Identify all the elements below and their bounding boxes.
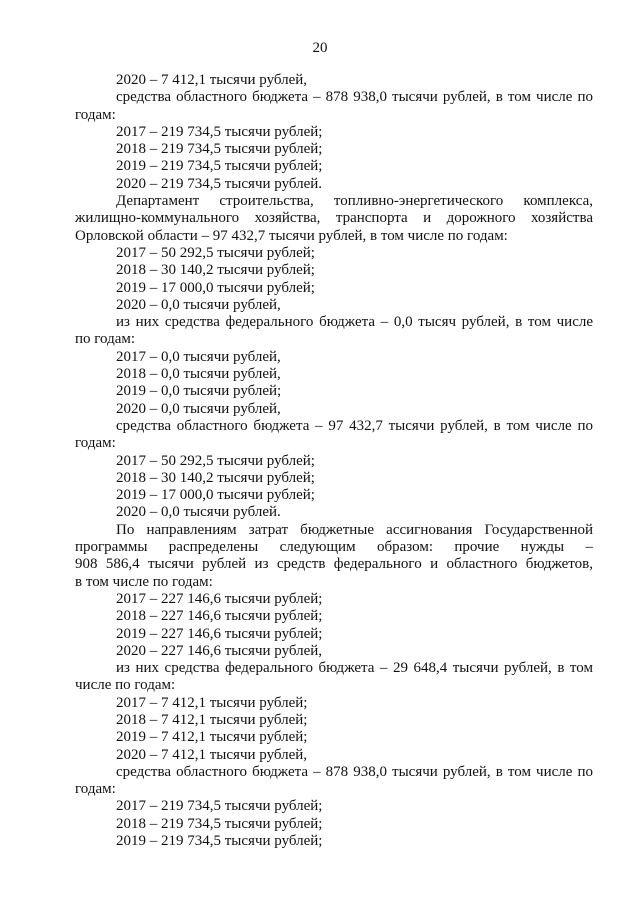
text-line: 2019 – 17 000,0 тысячи рублей;	[116, 279, 315, 296]
text-line: средства областного бюджета – 97 432,7 тысячи рублей, в том числе по	[116, 417, 593, 434]
text-line: жилищно-коммунального хозяйства, транспорта и дорожного хозяйства	[75, 210, 593, 227]
text-line: 2017 – 227 146,6 тысячи рублей;	[116, 590, 323, 607]
text-line: в том числе по годам:	[75, 573, 213, 590]
text-line: 2020 – 219 734,5 тысячи рублей.	[116, 175, 323, 192]
text-line: 2017 – 50 292,5 тысячи рублей;	[116, 452, 315, 469]
text-line: 2018 – 30 140,2 тысячи рублей;	[116, 262, 315, 279]
text-line: 2020 – 0,0 тысячи рублей,	[116, 296, 281, 313]
text-line: 2019 – 0,0 тысячи рублей;	[116, 383, 282, 400]
text-line: числе по годам:	[75, 677, 176, 694]
text-line: 2018 – 219 734,5 тысячи рублей;	[116, 815, 323, 832]
text-line: годам:	[75, 106, 116, 123]
text-line: 2019 – 7 412,1 тысячи рублей;	[116, 729, 308, 746]
text-line: 2019 – 227 146,6 тысячи рублей;	[116, 625, 323, 642]
text-line: 2020 – 227 146,6 тысячи рублей,	[116, 642, 323, 659]
text-line: годам:	[75, 435, 116, 452]
document-body	[75, 72, 593, 850]
text-line: 2018 – 227 146,6 тысячи рублей;	[116, 608, 323, 625]
text-line: 2019 – 219 734,5 тысячи рублей;	[116, 833, 323, 850]
text-line: 2020 – 0,0 тысячи рублей.	[116, 504, 281, 521]
text-line: по годам:	[75, 331, 136, 348]
text-line: из них средства федерального бюджета – 29 648,4 тысячи рублей, в том	[116, 660, 593, 677]
text-line: По направлениям затрат бюджетные ассигнования Государственной	[116, 521, 593, 538]
text-line: 2017 – 50 292,5 тысячи рублей;	[116, 244, 315, 261]
text-line: 2018 – 0,0 тысячи рублей,	[116, 366, 281, 383]
text-line: 2019 – 17 000,0 тысячи рублей;	[116, 487, 315, 504]
text-line: 2018 – 7 412,1 тысячи рублей;	[116, 711, 308, 728]
text-line: Орловской области – 97 432,7 тысячи рублей, в том числе по годам:	[75, 227, 508, 244]
text-line: средства областного бюджета – 878 938,0 тысячи рублей, в том числе по	[116, 89, 593, 106]
text-line: годам:	[75, 781, 116, 798]
text-line: 2018 – 30 140,2 тысячи рублей;	[116, 469, 315, 486]
page-number: 20	[312, 40, 328, 56]
text-line: 908 586,4 тысячи рублей из средств федерального и областного бюджетов,	[75, 556, 593, 573]
text-line: программы распределены следующим образом: прочие нужды –	[75, 539, 593, 556]
text-line: средства областного бюджета – 878 938,0 тысячи рублей, в том числе по	[116, 763, 593, 780]
text-line: 2019 – 219 734,5 тысячи рублей;	[116, 158, 323, 175]
text-line: 2020 – 7 412,1 тысячи рублей,	[116, 72, 308, 88]
text-line: 2017 – 0,0 тысячи рублей,	[116, 348, 281, 365]
text-line: 2017 – 219 734,5 тысячи рублей;	[116, 123, 323, 140]
text-line: 2018 – 219 734,5 тысячи рублей;	[116, 141, 323, 158]
text-line: из них средства федерального бюджета – 0,0 тысяч рублей, в том числе	[116, 314, 593, 331]
text-line: 2017 – 219 734,5 тысячи рублей;	[116, 798, 323, 815]
text-line: 2017 – 7 412,1 тысячи рублей;	[116, 694, 308, 711]
text-line: 2020 – 0,0 тысячи рублей,	[116, 400, 281, 417]
text-line: Департамент строительства, топливно-энергетического комплекса,	[116, 193, 593, 210]
text-line: 2020 – 7 412,1 тысячи рублей,	[116, 746, 308, 763]
